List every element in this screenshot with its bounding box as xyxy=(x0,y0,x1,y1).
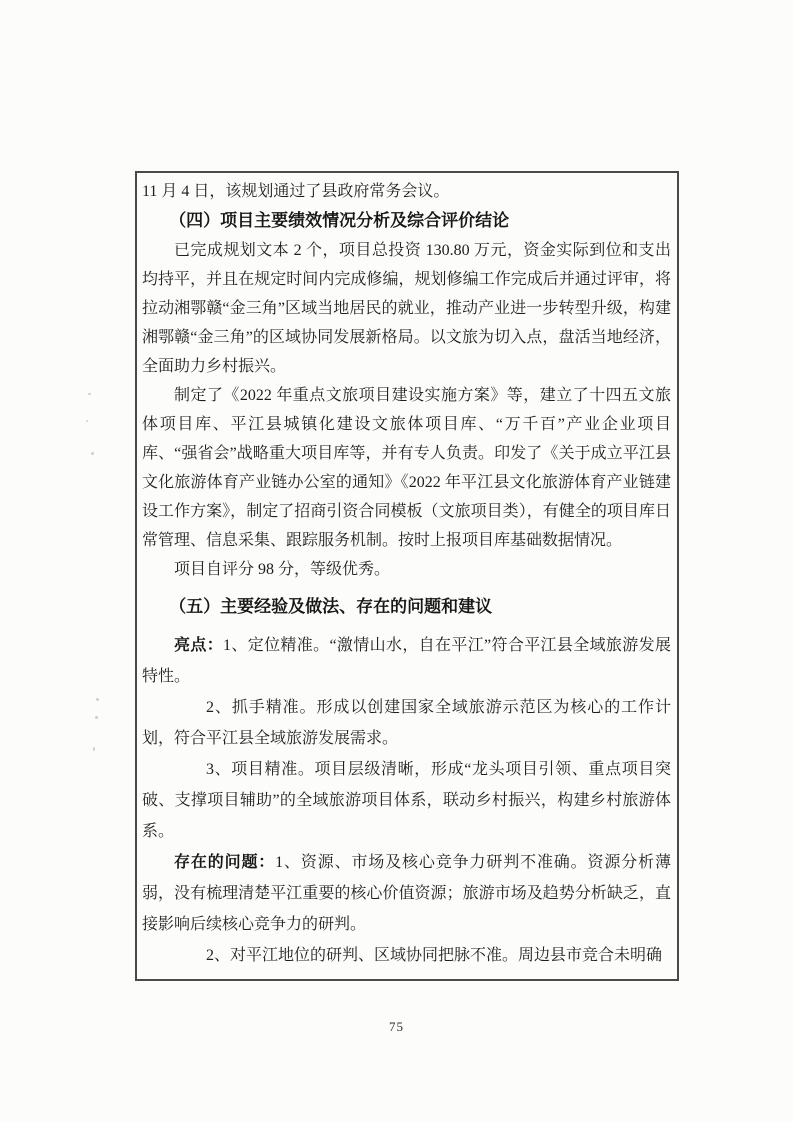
paragraph-highlight-2: 2、抓手精准。形成以创建国家全域旅游示范区为核心的工作计划，符合平江县全域旅游发展需求。 xyxy=(142,699,671,747)
paragraph-problem-2: 2、对平江地位的研判、区域协同把脉不准。周边县市竞合未明确 xyxy=(206,947,663,964)
section-5-heading: （五）主要经验及做法、存在的问题和建议 xyxy=(169,597,493,616)
section-4-heading: （四）项目主要绩效情况分析及综合评价结论 xyxy=(169,211,510,230)
problems-label: 存在的问题： xyxy=(174,854,276,871)
highlights-text: 1、定位精准。“激情山水，自在平江”符合平江县全域旅游发展特性。 xyxy=(142,637,671,685)
paragraph-problems xyxy=(142,847,671,940)
paragraph-continuation: 11 月 4 日，该规划通过了县政府常务会议。 xyxy=(142,183,450,200)
scan-speck xyxy=(91,452,94,455)
problems-text: 1、资源、市场及核心竞争力研判不准确。资源分析薄弱，没有梳理清楚平江重要的核心价值资源；旅游市场及趋势分析缺乏，直接影响后续核心竞争力的研判。 xyxy=(142,854,671,933)
scan-speck xyxy=(95,716,98,719)
paragraph-highlight-3: 3、项目精准。项目层级清晰，形成“龙头项目引领、重点项目突破、支撑项目辅助”的全域旅游项目体系，联动乡村振兴，构建乡村旅游体系。 xyxy=(142,761,671,840)
paragraph-investment-summary: 已完成规划文本 2 个，项目总投资 130.80 万元，资金实际到位和支出均持平，并且在规定时间内完成修编，规划修编工作完成后并通过评审，将拉动湘鄂赣“金三角”区域当地居民的就业，推动产业进一步转型升级，构建湘鄂赣“金三角”的区域协同发展新格局。以文旅为切入点，盘活当地经济，全面助力乡村振兴。 xyxy=(142,242,671,375)
page-number: 75 xyxy=(389,1019,404,1034)
scan-speck xyxy=(88,393,91,395)
highlights-label: 亮点： xyxy=(174,637,224,654)
scan-speck xyxy=(96,698,99,701)
scan-speck xyxy=(86,420,88,422)
paragraph-self-score: 项目自评分 98 分，等级优秀。 xyxy=(174,561,391,578)
content-border-box xyxy=(135,171,679,981)
scan-speck xyxy=(93,747,95,751)
paragraph-highlights xyxy=(142,630,671,692)
paragraph-project-library: 制定了《2022 年重点文旅项目建设实施方案》等，建立了十四五文旅体项目库、平江县城镇化建设文旅体项目库、“万千百”产业企业项目库、“强省会”战略重大项目库等，并有专人负责。印发了《关于成立平江县文化旅游体育产业链办公室的通知》《2022 年平江县文化旅游体育产业链建设工作方案》，制定了招商引资合同模板（文旅项目类），有健全的项目库日常管理、信息采集、跟踪服务机制。按时上报项目库基础数据情况。 xyxy=(142,387,671,549)
